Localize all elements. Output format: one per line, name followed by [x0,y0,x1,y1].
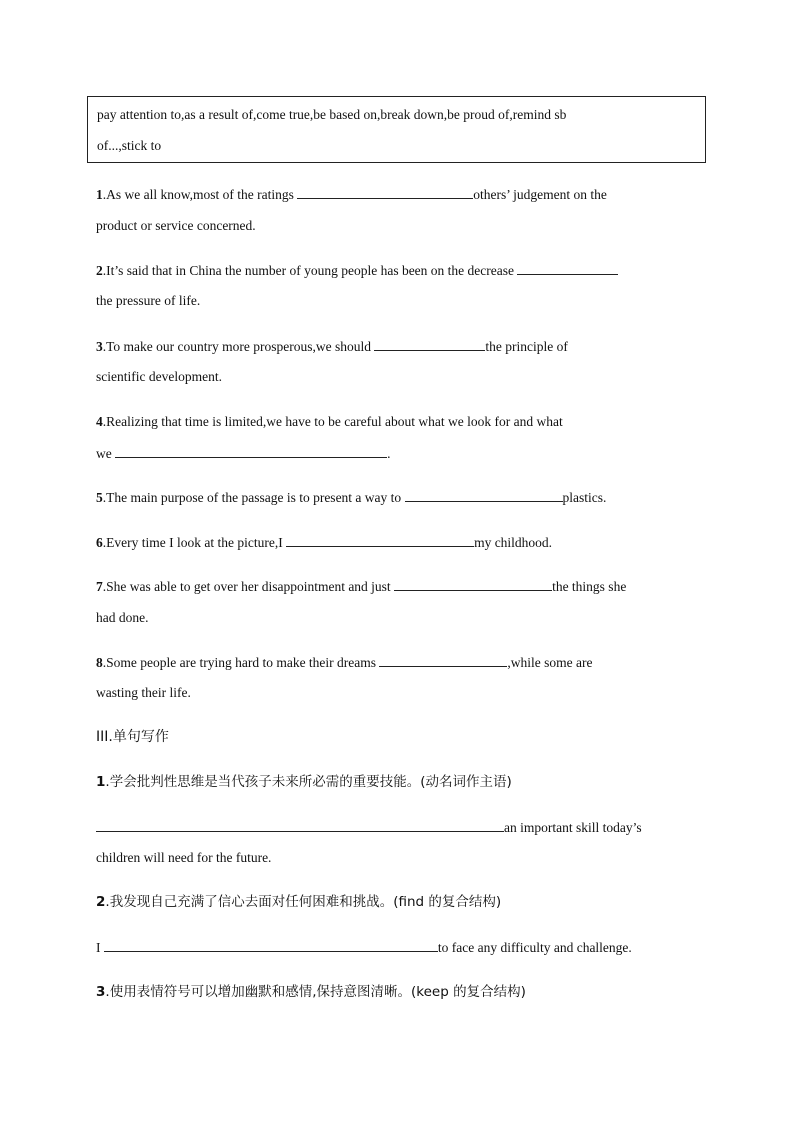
question-text: .Every time I look at the picture,I [102,535,283,550]
writing-question-3 [96,984,526,1000]
fill-in-question-1-cont: product or service concerned. [96,218,256,233]
word-bank-line-1: pay attention to,as a result of,come true,be based on,break down,be proud of,remind sb [97,107,567,122]
fill-in-question-1 [96,186,607,203]
writing-answer-line-2 [96,939,632,956]
question-text: .As we all know,most of the ratings [102,187,294,202]
writing-question-1 [96,774,512,790]
question-text-after: the principle of [485,339,568,354]
writing-question-2 [96,894,501,910]
fill-in-question-7-cont: had done. [96,610,149,625]
fill-in-question-3-cont: scientific development. [96,369,222,384]
question-number: 2 [96,263,103,278]
question-prompt: .使用表情符号可以增加幽默和感情,保持意图清晰。(keep 的复合结构) [105,984,526,1000]
question-text-after: the things she [552,579,627,594]
question-number: 2 [96,894,106,910]
fill-in-question-5 [96,489,606,506]
question-text-after: my childhood. [474,535,553,550]
question-number: 5 [96,490,103,505]
question-prompt: .我发现自己充满了信心去面对任何困难和挑战。(find 的复合结构) [105,894,502,910]
question-text-after: others’ judgement on the [473,187,607,202]
fill-in-question-4-cont [96,445,391,462]
fill-in-question-8-cont: wasting their life. [96,685,191,700]
question-text: .The main purpose of the passage is to present a way to [102,490,402,505]
fill-in-question-2-cont: the pressure of life. [96,293,201,308]
question-text: .To make our country more prosperous,we should [102,339,371,354]
fill-in-question-6 [96,534,552,551]
question-text: .She was able to get over her disappointment and just [102,579,391,594]
answer-blank[interactable] [104,939,438,952]
question-text-after: . [387,446,391,461]
answer-blank[interactable] [297,186,473,199]
question-number: 1 [96,187,103,202]
answer-blank[interactable] [374,338,485,351]
answer-blank[interactable] [405,489,563,502]
question-text-after: to face any difficulty and challenge. [437,940,632,955]
answer-blank[interactable] [96,819,504,832]
question-text: .Some people are trying hard to make their dreams [102,655,377,670]
section-title: III.单句写作 [96,729,169,745]
question-number: 1 [96,774,106,790]
question-text: .Realizing that time is limited,we have to be careful about what we look for and what [102,414,563,429]
answer-blank[interactable] [286,534,474,547]
writing-answer-line-1 [96,819,642,836]
fill-in-question-4 [96,414,563,430]
fill-in-question-7 [96,578,626,595]
question-number: 4 [96,414,103,429]
word-bank-box [87,96,706,163]
question-number: 8 [96,655,103,670]
answer-blank[interactable] [379,654,507,667]
question-number: 6 [96,535,103,550]
fill-in-question-2 [96,262,618,279]
answer-blank[interactable] [517,262,618,275]
question-prompt: .学会批判性思维是当代孩子未来所必需的重要技能。(动名词作主语) [105,774,512,790]
question-number: 3 [96,984,106,1000]
question-number: 3 [96,339,103,354]
answer-blank[interactable] [394,578,552,591]
question-text-after: plastics. [562,490,607,505]
question-text: .It’s said that in China the number of young people has been on the decrease [102,263,515,278]
answer-blank[interactable] [115,445,387,458]
question-number: 7 [96,579,103,594]
fill-in-question-3 [96,338,568,355]
question-text-after: ,while some are [507,655,593,670]
question-text-after: an important skill today’s [504,820,642,835]
writing-question-1-cont: children will need for the future. [96,850,272,865]
fill-in-question-8 [96,654,593,671]
word-bank-line-2: of...,stick to [97,138,162,153]
question-text: I [96,940,101,955]
question-text: we [96,446,112,461]
